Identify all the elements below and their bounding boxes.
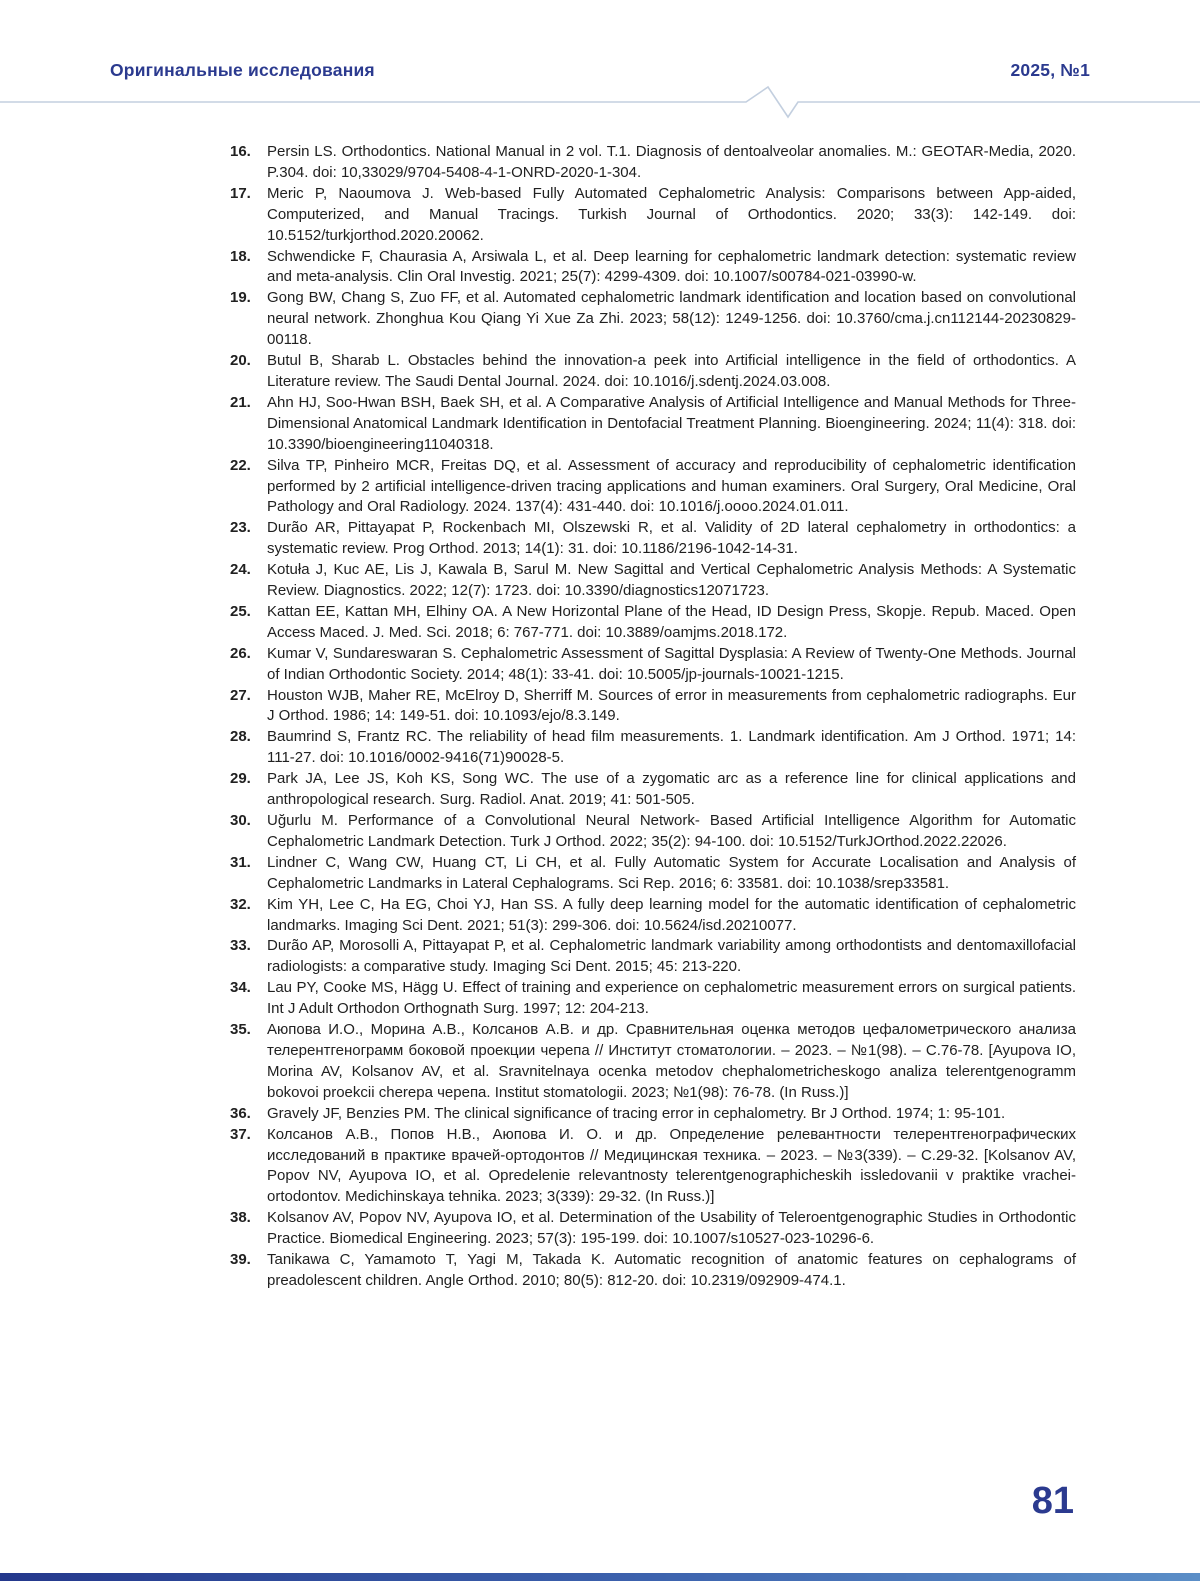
reference-text: Kim YH, Lee C, Ha EG, Choi YJ, Han SS. A fully deep learning model for the automatic identification of cephalometric landmarks. Imaging Sci Dent. 2021; 51(3): 299-306. doi: 10.5624/isd.20210077.	[267, 895, 1076, 934]
reference-text: Lindner C, Wang CW, Huang CT, Li CH, et al. Fully Automatic System for Accurate Localisation and Analysis of Cephalometric Landmarks in Lateral Cephalograms. Sci Rep. 2016; 6: 33581. doi: 10.1038/srep33581.	[267, 853, 1076, 892]
reference-number: 32.	[230, 895, 251, 913]
reference-text: Persin LS. Orthodontics. National Manual in 2 vol. T.1. Diagnosis of dentoalveolar anomalies. M.: GEOTAR-Media, 2020. P.304. doi: 10,33029/9704-5408-4-1-ONRD-2020-1-304.	[267, 143, 1076, 181]
reference-text: Аюпова И.О., Морина А.В., Колсанов А.В. и др. Сравнительная оценка методов цефалометрического анализа телерентгенограмм боковой проекции черепа // Институт стоматологии. – 2023. – №1(98). – С.76-78. [Ayupova IO, Morina AV, Kolsanov AV, et al. Sravnitelnaya ocenka metodov chephalometricheskogo analiza telerentgenogramm bokovoi proekcii cherepa черепа. Institut stomatologii. 2023; №1(98): 76-78. (In Russ.)]	[267, 1021, 1076, 1101]
reference-text: Gong BW, Chang S, Zuo FF, et al. Automated cephalometric landmark identification and location based on convolutional neural network. Zhonghua Kou Qiang Yi Xue Za Zhi. 2023; 58(12): 1249-1256. doi: 10.3760/cma.j.cn112144-20230829-00118.	[267, 289, 1076, 349]
reference-number: 18.	[230, 247, 251, 265]
reference-number: 25.	[230, 602, 251, 620]
reference-text: Silva TP, Pinheiro MCR, Freitas DQ, et al. Assessment of accuracy and reproducibility of cephalometric identification performed by 2 artificial intelligence-driven tracing applications and human examiners. Oral Surgery, Oral Medicine, Oral Pathology and Oral Radiology. 2024. 137(4): 431-440. doi: 10.1016/j.oooo.2024.01.011.	[267, 456, 1076, 516]
reference-text: Houston WJB, Maher RE, McElroy D, Sherriff M. Sources of error in measurements from cephalometric radiographs. Eur J Orthod. 1986; 14: 149-51. doi: 10.1093/ejo/8.3.149.	[267, 686, 1076, 725]
reference-item	[230, 142, 1076, 184]
reference-text: Uğurlu M. Performance of a Convolutional Neural Network- Based Artificial Intelligence Algorithm for Automatic Cephalometric Landmark Detection. Turk J Orthod. 2022; 35(2): 94-100. doi: 10.5152/TurkJOrthod.2022.22026.	[267, 812, 1076, 850]
reference-item	[230, 1020, 1076, 1104]
reference-number: 19.	[230, 289, 251, 307]
reference-text: Ahn HJ, Soo-Hwan BSH, Baek SH, et al. A Comparative Analysis of Artificial Intelligence and Manual Methods for Three-Dimensional Anatomical Landmark Identification in Dentofacial Treatment Planning. Bioengineering. 2024; 11(4): 318. doi: 10.3390/bioengineering11040318.	[267, 393, 1076, 453]
reference-text: Колсанов А.В., Попов Н.В., Аюпова И. О. и др. Определение релевантности телерентгенографических исследований в практике врачей-ортодонтов // Медицинская техника. – 2023. – №3(339). – С.29-32. [Kolsanov AV, Popov NV, Ayupova IO, et al. Opredelenie relevantnosty telerentgenographicheskih issledovanii v praktike vrachei- ortodontov. Medichinskaya tehnika. 2023; 3(339): 29-32. (In Russ.)]	[267, 1125, 1076, 1206]
reference-item	[230, 644, 1076, 686]
reference-item	[230, 727, 1076, 769]
reference-number: 34.	[230, 979, 251, 997]
footer-accent-bar	[0, 1573, 1200, 1581]
reference-text: Tanikawa C, Yamamoto T, Yagi M, Takada K. Automatic recognition of anatomic features on cephalograms of preadolescent children. Angle Orthod. 2010; 80(5): 812-20. doi: 10.2319/092909-474.1.	[267, 1251, 1076, 1289]
reference-number: 26.	[230, 644, 251, 662]
reference-item	[230, 978, 1076, 1020]
reference-text: Kolsanov AV, Popov NV, Ayupova IO, et al. Determination of the Usability of Teleroentgenographic Studies in Orthodontic Practice. Biomedical Engineering. 2023; 57(3): 195-199. doi: 10.1007/s10527-023-10296-6.	[267, 1209, 1076, 1248]
references-list	[230, 142, 1076, 1292]
reference-number: 30.	[230, 812, 251, 829]
running-head: Оригинальные исследования	[110, 60, 375, 80]
reference-number: 33.	[230, 937, 251, 955]
reference-text: Schwendicke F, Chaurasia A, Arsiwala L, et al. Deep learning for cephalometric landmark detection: systematic review and meta-analysis. Clin Oral Investig. 2021; 25(7): 4299-4309. doi: 10.1007/s00784-021-03990-w.	[267, 247, 1076, 286]
reference-text: Durão AP, Morosolli A, Pittayapat P, et al. Cephalometric landmark variability among orthodontists and dentomaxillofacial radiologists: a comparative study. Imaging Sci Dent. 2015; 45: 213-220.	[267, 937, 1076, 976]
reference-text: Lau PY, Cooke MS, Hägg U. Effect of training and experience on cephalometric measurement errors on surgical patients. Int J Adult Orthodon Orthognath Surg. 1997; 12: 204-213.	[267, 979, 1076, 1018]
reference-item	[230, 518, 1076, 560]
reference-item	[230, 853, 1076, 895]
reference-item	[230, 351, 1076, 393]
reference-number: 37.	[230, 1125, 251, 1143]
reference-number: 28.	[230, 728, 251, 746]
reference-item	[230, 602, 1076, 644]
reference-number: 24.	[230, 561, 251, 579]
issue-label: 2025, №1	[1010, 60, 1090, 80]
page-number: 81	[1031, 1480, 1074, 1522]
reference-number: 16.	[230, 143, 251, 160]
reference-item	[230, 1208, 1076, 1250]
reference-text: Meric P, Naoumova J. Web-based Fully Automated Cephalometric Analysis: Comparisons between App-aided, Computerized, and Manual Tracings. Turkish Journal of Orthodontics. 2020; 33(3): 142-149. doi: 10.5152/turkjorthod.2020.20062.	[267, 184, 1076, 244]
reference-number: 35.	[230, 1021, 251, 1039]
reference-text: Kattan EE, Kattan MH, Elhiny OA. A New Horizontal Plane of the Head, ID Design Press, Skopje. Repub. Maced. Open Access Maced. J. Med. Sci. 2018; 6: 767-771. doi: 10.3889/oamjms.2018.172.	[267, 602, 1076, 641]
reference-number: 31.	[230, 853, 251, 871]
reference-number: 20.	[230, 352, 251, 370]
reference-item	[230, 393, 1076, 456]
reference-number: 23.	[230, 519, 251, 537]
reference-item	[230, 288, 1076, 351]
reference-text: Kumar V, Sundareswaran S. Cephalometric Assessment of Sagittal Dysplasia: A Review of Twenty-One Methods. Journal of Indian Orthodontic Society. 2014; 48(1): 33-41. doi: 10.5005/jp-journals-10021-1215.	[267, 644, 1076, 683]
reference-number: 39.	[230, 1251, 251, 1269]
reference-item	[230, 1250, 1076, 1292]
reference-item	[230, 1125, 1076, 1209]
reference-text: Kotuła J, Kuc AE, Lis J, Kawala B, Sarul M. New Sagittal and Vertical Cephalometric Analysis Methods: A Systematic Review. Diagnostics. 2022; 12(7): 1723. doi: 10.3390/diagnostics12071723.	[267, 561, 1076, 600]
reference-number: 17.	[230, 184, 251, 202]
reference-item	[230, 560, 1076, 602]
reference-number: 29.	[230, 770, 251, 788]
reference-number: 21.	[230, 393, 251, 411]
reference-text: Durão AR, Pittayapat P, Rockenbach MI, Olszewski R, et al. Validity of 2D lateral cephalometry in orthodontics: a systematic review. Prog Orthod. 2013; 14(1): 31. doi: 10.1186/2196-1042-14-31.	[267, 519, 1076, 558]
reference-item	[230, 686, 1076, 728]
reference-text: Butul B, Sharab L. Obstacles behind the innovation-a peek into Artificial intelligence in the field of orthodontics. A Literature review. The Saudi Dental Journal. 2024. doi: 10.1016/j.sdentj.2024.03.008.	[267, 352, 1076, 390]
reference-item	[230, 184, 1076, 247]
reference-number: 27.	[230, 686, 251, 704]
header-divider-line	[0, 84, 1200, 124]
reference-item	[230, 1104, 1076, 1125]
reference-text: Park JA, Lee JS, Koh KS, Song WC. The use of a zygomatic arc as a reference line for clinical applications and anthropological research. Surg. Radiol. Anat. 2019; 41: 501-505.	[267, 770, 1076, 809]
reference-text: Gravely JF, Benzies PM. The clinical significance of tracing error in cephalometry. Br J Orthod. 1974; 1: 95-101.	[267, 1104, 1006, 1122]
reference-item	[230, 936, 1076, 978]
reference-text: Baumrind S, Frantz RC. The reliability of head film measurements. 1. Landmark identification. Am J Orthod. 1971; 14: 111-27. doi: 10.1016/0002-9416(71)90028-5.	[267, 728, 1076, 767]
reference-item	[230, 895, 1076, 937]
reference-number: 22.	[230, 456, 251, 474]
page-header	[110, 60, 1090, 81]
reference-number: 38.	[230, 1209, 251, 1227]
reference-item	[230, 811, 1076, 853]
reference-number: 36.	[230, 1104, 251, 1122]
reference-item	[230, 769, 1076, 811]
reference-item	[230, 247, 1076, 289]
reference-item	[230, 456, 1076, 519]
